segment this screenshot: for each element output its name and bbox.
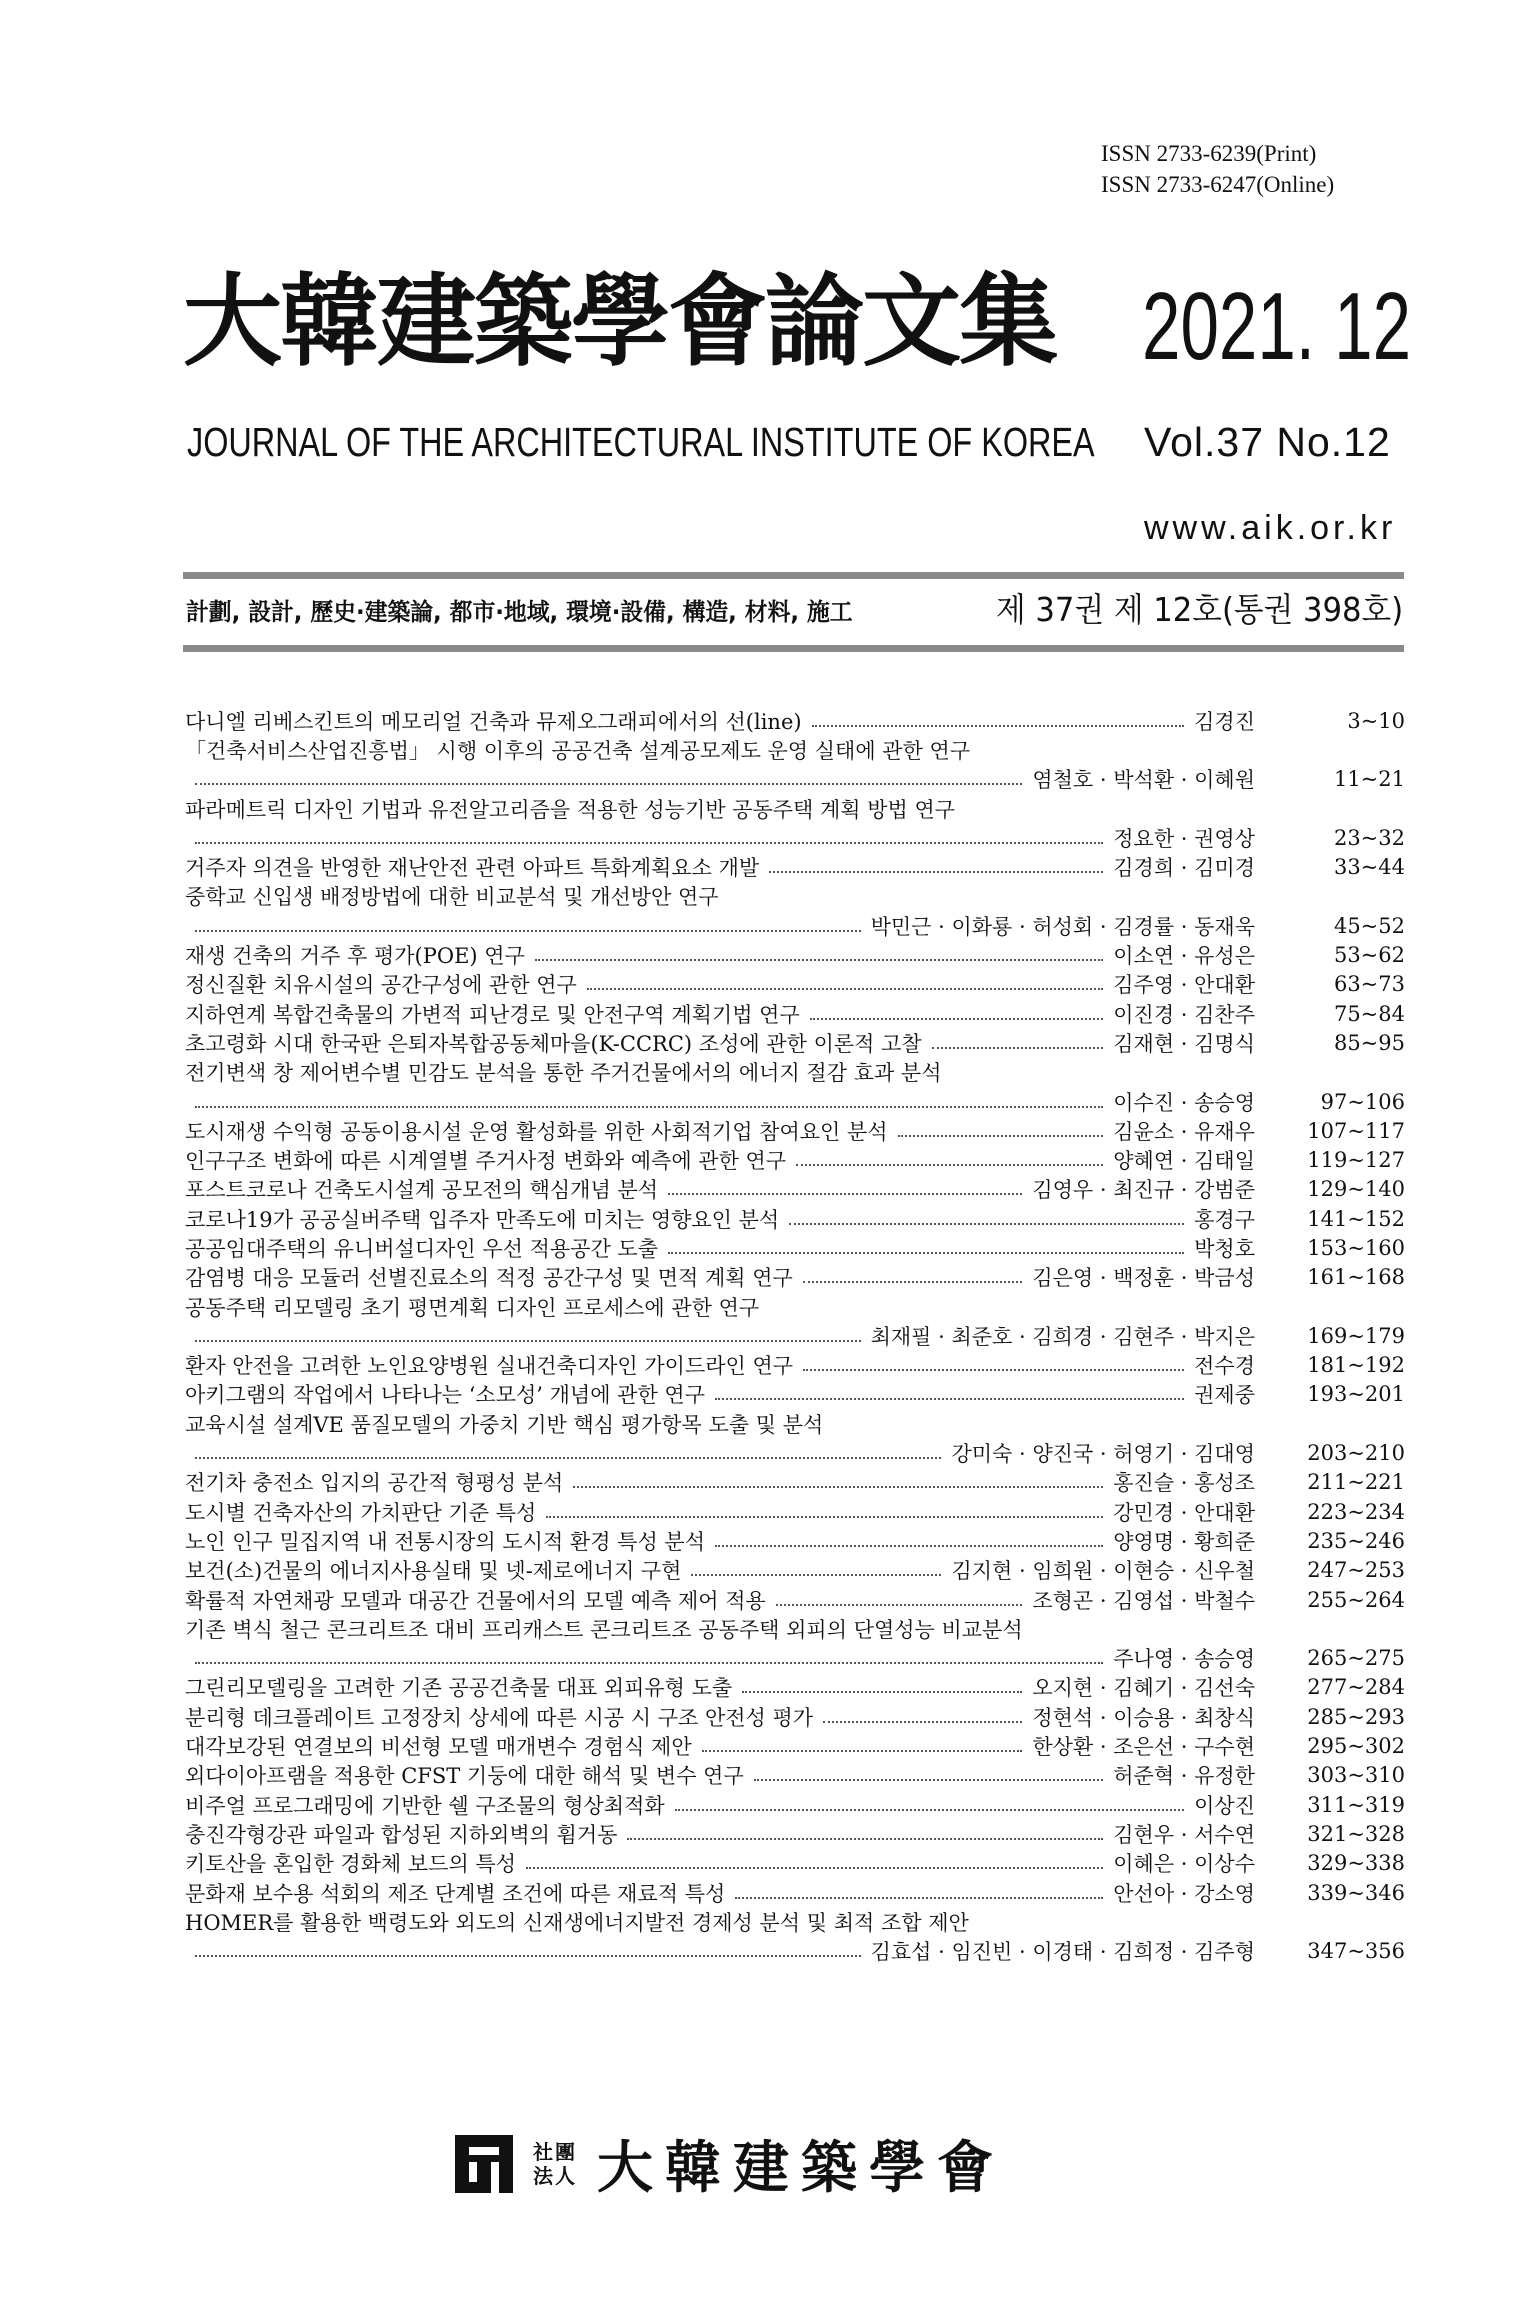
toc-pages: 169~179 <box>1307 1323 1405 1348</box>
issn-print: ISSN 2733-6239(Print) <box>1101 141 1317 166</box>
toc-authors: 홍경구 <box>1194 1207 1255 1232</box>
subject-fields: 計劃, 設計, 歷史·建築論, 都市·地域, 環境·設備, 構造, 材料, 施工 <box>186 598 853 626</box>
toc-authors: 이소연 · 유성은 <box>1113 944 1255 969</box>
toc-authors: 양혜연 · 김태일 <box>1113 1149 1255 1174</box>
toc-title: 외다이아프램을 적용한 CFST 기둥에 대한 해석 및 변수 연구 <box>185 1764 744 1789</box>
toc-line <box>185 1614 1405 1643</box>
toc-title: 도시별 건축자산의 가치판단 기준 특성 <box>185 1500 537 1525</box>
toc-pages: 3~10 <box>1347 708 1405 733</box>
toc-entry[interactable] <box>185 1204 1405 1233</box>
toc-title: HOMER를 활용한 백령도와 외도의 신재생에너지발전 경제성 분석 및 최적 조합 제안 <box>185 1910 969 1935</box>
toc-entry[interactable] <box>185 940 1405 969</box>
dot-leader <box>702 1750 1023 1752</box>
toc-authors: 강민경 · 안대환 <box>1113 1500 1255 1525</box>
publisher-logo <box>455 2124 1005 2204</box>
dot-leader <box>691 1574 941 1576</box>
toc-authors: 김효섭 · 임진빈 · 이경태 · 김희정 · 김주형 <box>870 1940 1255 1965</box>
toc-line <box>185 1585 1405 1614</box>
toc-authors: 이상진 <box>1194 1793 1255 1818</box>
toc-entry[interactable] <box>185 1116 1405 1145</box>
toc-title: 다니엘 리베스킨트의 메모리얼 건축과 뮤제오그래피에서의 선(line) <box>185 709 802 734</box>
toc-title: 인구구조 변화에 따른 시계열별 주거사정 변화와 예측에 관한 연구 <box>185 1149 787 1174</box>
toc-authors: 한상환 · 조은선 · 구수현 <box>1032 1735 1255 1760</box>
toc-entry[interactable] <box>185 1233 1405 1262</box>
toc-authors: 주나영 · 송승영 <box>1113 1647 1255 1672</box>
toc-title: 환자 안전을 고려한 노인요양병원 실내건축디자인 가이드라인 연구 <box>185 1354 794 1379</box>
toc-line <box>185 1702 1405 1731</box>
toc-title: 도시재생 수익형 공동이용시설 운영 활성화를 위한 사회적기업 참여요인 분석 <box>185 1119 888 1144</box>
dot-leader <box>195 1662 1103 1664</box>
toc-line <box>185 1673 1405 1702</box>
divider-top <box>183 572 1404 579</box>
toc-pages: 23~32 <box>1333 825 1405 850</box>
toc-authors: 정현석 · 이승용 · 최창식 <box>1032 1705 1255 1730</box>
toc-title: 확률적 자연채광 모델과 대공간 건물에서의 모델 예측 제어 적용 <box>185 1588 766 1613</box>
dot-leader <box>195 1457 941 1459</box>
toc-pages: 211~221 <box>1307 1470 1405 1495</box>
toc-entry[interactable] <box>185 706 1405 735</box>
toc-line <box>185 1351 1405 1380</box>
issue-date: 2021. 12 <box>1142 273 1412 380</box>
toc-entry[interactable] <box>185 1145 1405 1174</box>
toc-line <box>185 1263 1405 1292</box>
toc-entry[interactable] <box>185 1351 1405 1380</box>
toc-pages: 153~160 <box>1307 1235 1405 1260</box>
dot-leader <box>735 1897 1103 1899</box>
toc-title: 대각보강된 연결보의 비선형 모델 매개변수 경험식 제안 <box>185 1735 692 1760</box>
dot-leader <box>587 988 1103 990</box>
toc-pages: 181~192 <box>1307 1353 1405 1378</box>
table-of-contents <box>185 706 1405 1966</box>
toc-entry[interactable] <box>185 1614 1405 1673</box>
toc-line <box>185 1878 1405 1907</box>
toc-line <box>185 1233 1405 1262</box>
toc-authors: 강미숙 · 양진국 · 허영기 · 김대영 <box>951 1442 1255 1467</box>
toc-line <box>185 1731 1405 1760</box>
dot-leader <box>823 1721 1022 1723</box>
toc-pages: 255~264 <box>1307 1587 1405 1612</box>
toc-title: 문화재 보수용 석회의 제조 단계별 조건에 따른 재료적 특성 <box>185 1881 726 1906</box>
toc-line <box>185 1058 1405 1087</box>
toc-line <box>185 1790 1405 1819</box>
issn-online: ISSN 2733-6247(Online) <box>1101 172 1335 197</box>
toc-line <box>185 1409 1405 1438</box>
toc-title: 키토산을 혼입한 경화체 보드의 특성 <box>185 1852 516 1877</box>
toc-line <box>185 823 1405 852</box>
toc-pages: 45~52 <box>1333 913 1405 938</box>
toc-authors: 김경진 <box>1194 709 1255 734</box>
toc-authors: 안선아 · 강소영 <box>1113 1881 1255 1906</box>
toc-title: 공동주택 리모델링 초기 평면계획 디자인 프로세스에 관한 연구 <box>185 1295 760 1320</box>
toc-line <box>185 1087 1405 1116</box>
dot-leader <box>812 725 1185 727</box>
toc-pages: 161~168 <box>1307 1265 1405 1290</box>
toc-line <box>185 911 1405 940</box>
dot-leader <box>668 1193 1022 1195</box>
toc-line <box>185 940 1405 969</box>
toc-title: 중학교 신입생 배정방법에 대한 비교분석 및 개선방안 연구 <box>185 885 719 910</box>
toc-line <box>185 1526 1405 1555</box>
dot-leader <box>754 1779 1104 1781</box>
dot-leader <box>715 1545 1103 1547</box>
toc-line <box>185 1849 1405 1878</box>
toc-authors: 김영우 · 최진규 · 강범준 <box>1032 1178 1255 1203</box>
toc-pages: 193~201 <box>1307 1382 1405 1407</box>
toc-entry[interactable] <box>185 1409 1405 1468</box>
dot-leader <box>526 1867 1103 1869</box>
toc-entry[interactable] <box>185 1673 1405 1702</box>
website-link[interactable]: www.aik.or.kr <box>1144 509 1397 547</box>
toc-title: 분리형 데크플레이트 고정장치 상세에 따른 시공 시 구조 안전성 평가 <box>185 1705 814 1730</box>
toc-line <box>185 1145 1405 1174</box>
toc-pages: 347~356 <box>1307 1939 1405 1964</box>
toc-line <box>185 1116 1405 1145</box>
toc-entry[interactable] <box>185 999 1405 1028</box>
toc-title: 지하연계 복합건축물의 가변적 피난경로 및 안전구역 계획기법 연구 <box>185 1002 800 1027</box>
toc-authors: 권제중 <box>1194 1383 1255 1408</box>
dot-leader <box>195 1955 861 1957</box>
toc-title: 거주자 의견을 반영한 재난안전 관련 아파트 특화계획요소 개발 <box>185 856 760 881</box>
toc-authors: 이혜은 · 이상수 <box>1113 1852 1255 1877</box>
toc-entry[interactable] <box>185 1526 1405 1555</box>
toc-authors: 최재필 · 최준호 · 김희경 · 김현주 · 박지은 <box>870 1324 1255 1349</box>
issn-block <box>1101 138 1334 200</box>
dot-leader <box>546 1516 1103 1518</box>
toc-pages: 277~284 <box>1307 1675 1405 1700</box>
toc-authors: 김윤소 · 유재우 <box>1113 1119 1255 1144</box>
toc-title: 보건(소)건물의 에너지사용실태 및 넷-제로에너지 구현 <box>185 1559 682 1584</box>
dot-leader <box>573 1486 1103 1488</box>
toc-line <box>185 1761 1405 1790</box>
dot-leader <box>803 1281 1023 1283</box>
toc-entry[interactable] <box>185 1175 1405 1204</box>
toc-line <box>185 1644 1405 1673</box>
toc-line <box>185 1936 1405 1965</box>
dot-leader <box>627 1838 1103 1840</box>
toc-line <box>185 1438 1405 1467</box>
toc-authors: 전수경 <box>1194 1354 1255 1379</box>
toc-title: 포스트코로나 건축도시설계 공모전의 핵심개념 분석 <box>185 1178 658 1203</box>
toc-pages: 285~293 <box>1307 1704 1405 1729</box>
toc-line <box>185 1468 1405 1497</box>
toc-authors: 이수진 · 송승영 <box>1113 1090 1255 1115</box>
journal-title-en: JOURNAL OF THE ARCHITECTURAL INSTITUTE OF KOREA <box>187 419 1095 465</box>
toc-authors: 김주영 · 안대환 <box>1113 973 1255 998</box>
toc-pages: 295~302 <box>1307 1734 1405 1759</box>
toc-entry[interactable] <box>185 1907 1405 1966</box>
toc-line <box>185 1028 1405 1057</box>
toc-authors: 김은영 · 백정훈 · 박금성 <box>1032 1266 1255 1291</box>
toc-authors: 정요한 · 권영상 <box>1113 826 1255 851</box>
toc-entry[interactable] <box>185 1849 1405 1878</box>
toc-entry[interactable] <box>185 1790 1405 1819</box>
toc-pages: 85~95 <box>1333 1030 1405 1055</box>
toc-line <box>185 735 1405 764</box>
toc-title: 충진각형강관 파일과 합성된 지하외벽의 휨거동 <box>185 1822 618 1847</box>
toc-pages: 311~319 <box>1307 1792 1405 1817</box>
toc-authors: 홍진슬 · 홍성조 <box>1113 1471 1255 1496</box>
dot-leader <box>776 1604 1023 1606</box>
toc-entry[interactable] <box>185 1292 1405 1351</box>
toc-authors: 김재현 · 김명식 <box>1113 1031 1255 1056</box>
toc-pages: 203~210 <box>1307 1441 1405 1466</box>
toc-entry[interactable] <box>185 1497 1405 1526</box>
toc-line <box>185 1907 1405 1936</box>
toc-title: 초고령화 시대 한국판 은퇴자복합공동체마을(K-CCRC) 조성에 관한 이론적 고찰 <box>185 1031 922 1056</box>
toc-entry[interactable] <box>185 1878 1405 1907</box>
toc-pages: 321~328 <box>1307 1821 1405 1846</box>
toc-pages: 129~140 <box>1307 1177 1405 1202</box>
toc-entry[interactable] <box>185 794 1405 853</box>
volume-number-kr: 제 37권 제 12호(통권 398호) <box>996 590 1404 629</box>
toc-pages: 53~62 <box>1333 943 1405 968</box>
toc-authors: 김현우 · 서수연 <box>1113 1822 1255 1847</box>
toc-entry[interactable] <box>185 1819 1405 1848</box>
toc-entry[interactable] <box>185 1556 1405 1585</box>
toc-line <box>185 999 1405 1028</box>
dot-leader <box>796 1164 1103 1166</box>
toc-title: 교육시설 설계VE 품질모델의 가중치 기반 핵심 평가항목 도출 및 분석 <box>185 1412 824 1437</box>
toc-authors: 염철호 · 박석환 · 이혜원 <box>1032 768 1255 793</box>
toc-authors: 박민근 · 이화룡 · 허성회 · 김경률 · 동재욱 <box>870 914 1255 939</box>
toc-authors: 김경희 · 김미경 <box>1113 856 1255 881</box>
toc-title: 비주얼 프로그래밍에 기반한 쉘 구조물의 형상최적화 <box>185 1793 665 1818</box>
toc-entry[interactable] <box>185 970 1405 999</box>
dot-leader <box>668 1252 1184 1254</box>
dot-leader <box>195 1106 1103 1108</box>
toc-authors: 양영명 · 황희준 <box>1113 1529 1255 1554</box>
toc-line <box>185 852 1405 881</box>
toc-pages: 119~127 <box>1307 1148 1405 1173</box>
toc-pages: 223~234 <box>1307 1499 1405 1524</box>
toc-line <box>185 1819 1405 1848</box>
toc-pages: 235~246 <box>1307 1528 1405 1553</box>
toc-pages: 33~44 <box>1333 855 1405 880</box>
toc-line <box>185 970 1405 999</box>
dot-leader <box>195 842 1103 844</box>
toc-line <box>185 1380 1405 1409</box>
toc-title: 정신질환 치유시설의 공간구성에 관한 연구 <box>185 973 577 998</box>
toc-entry[interactable] <box>185 1731 1405 1760</box>
toc-title: 재생 건축의 거주 후 평가(POE) 연구 <box>185 944 525 969</box>
toc-entry[interactable] <box>185 1585 1405 1614</box>
toc-line <box>185 706 1405 735</box>
toc-pages: 97~106 <box>1320 1089 1405 1114</box>
dot-leader <box>675 1809 1184 1811</box>
journal-title-cjk: 大韓建築學會論文集 <box>183 263 1057 380</box>
toc-title: 코로나19가 공공실버주택 입주자 만족도에 미치는 영향요인 분석 <box>185 1207 780 1232</box>
toc-pages: 303~310 <box>1307 1763 1405 1788</box>
dot-leader <box>742 1691 1022 1693</box>
toc-entry[interactable] <box>185 1263 1405 1292</box>
toc-line <box>185 1175 1405 1204</box>
toc-pages: 63~73 <box>1333 972 1405 997</box>
toc-line <box>185 882 1405 911</box>
dot-leader <box>769 871 1103 873</box>
toc-pages: 107~117 <box>1307 1118 1405 1143</box>
dot-leader <box>535 959 1103 961</box>
toc-entry[interactable] <box>185 735 1405 794</box>
toc-entry[interactable] <box>185 1028 1405 1057</box>
volume-number-en: Vol.37 No.12 <box>1144 419 1391 465</box>
toc-line <box>185 1292 1405 1321</box>
toc-entry[interactable] <box>185 1468 1405 1497</box>
toc-authors: 오지현 · 김혜기 · 김선숙 <box>1032 1676 1255 1701</box>
dot-leader <box>789 1223 1184 1225</box>
toc-line <box>185 1321 1405 1350</box>
logo-publisher-name: 大韓建築學會 <box>597 2136 1005 2201</box>
toc-line <box>185 1497 1405 1526</box>
toc-title: 아키그램의 작업에서 나타나는 ‘소모성’ 개념에 관한 연구 <box>185 1383 705 1408</box>
toc-title: 공공임대주택의 유니버설디자인 우선 적용공간 도출 <box>185 1237 658 1261</box>
dot-leader <box>932 1047 1104 1049</box>
toc-authors: 이진경 · 김찬주 <box>1113 1002 1255 1027</box>
toc-entry[interactable] <box>185 852 1405 881</box>
logo-corporation-label: 社團 法人 <box>533 2140 577 2188</box>
toc-line <box>185 1556 1405 1585</box>
toc-entry[interactable] <box>185 882 1405 941</box>
toc-pages: 247~253 <box>1307 1558 1405 1583</box>
divider-bottom <box>183 645 1404 652</box>
toc-line <box>185 794 1405 823</box>
aik-logo-icon <box>455 2135 513 2193</box>
toc-title: 감염병 대응 모듈러 선별진료소의 적정 공간구성 및 면적 계획 연구 <box>185 1266 793 1291</box>
dot-leader <box>898 1135 1104 1137</box>
toc-pages: 141~152 <box>1307 1206 1405 1231</box>
toc-entry[interactable] <box>185 1058 1405 1117</box>
dot-leader <box>195 930 861 932</box>
toc-authors: 조형곤 · 김영섭 · 박철수 <box>1032 1588 1255 1613</box>
toc-title: 전기변색 창 제어변수별 민감도 분석을 통한 주거건물에서의 에너지 절감 효과 분석 <box>185 1061 942 1086</box>
toc-authors: 김지현 · 임희원 · 이현승 · 신우철 <box>951 1559 1255 1584</box>
toc-pages: 265~275 <box>1307 1646 1405 1671</box>
toc-entry[interactable] <box>185 1761 1405 1790</box>
toc-title: 그린리모델링을 고려한 기존 공공건축물 대표 외피유형 도출 <box>185 1676 733 1701</box>
dot-leader <box>810 1018 1104 1020</box>
toc-pages: 339~346 <box>1307 1880 1405 1905</box>
dot-leader <box>715 1398 1184 1400</box>
toc-title: 기존 벽식 철근 콘크리트조 대비 프리캐스트 콘크리트조 공동주택 외피의 단열성능 비교분석 <box>185 1617 1023 1642</box>
toc-entry[interactable] <box>185 1702 1405 1731</box>
toc-pages: 11~21 <box>1333 767 1405 792</box>
toc-title: 노인 인구 밀집지역 내 전통시장의 도시적 환경 특성 분석 <box>185 1529 705 1554</box>
toc-authors: 허준혁 · 유정한 <box>1113 1764 1255 1789</box>
dot-leader <box>195 1340 861 1342</box>
toc-entry[interactable] <box>185 1380 1405 1409</box>
toc-authors: 박청호 <box>1194 1237 1255 1261</box>
toc-title: 파라메트릭 디자인 기법과 유전알고리즘을 적용한 성능기반 공동주택 계획 방법 연구 <box>185 797 956 822</box>
toc-pages: 75~84 <box>1333 1001 1405 1026</box>
dot-leader <box>195 783 1022 785</box>
dot-leader <box>803 1369 1184 1371</box>
toc-line <box>185 1204 1405 1233</box>
toc-pages: 329~338 <box>1307 1851 1405 1876</box>
toc-line <box>185 765 1405 794</box>
toc-title: 「건축서비스산업진흥법」 시행 이후의 공공건축 설계공모제도 운영 실태에 관한 연구 <box>185 738 971 763</box>
toc-title: 전기차 충전소 입지의 공간적 형평성 분석 <box>185 1471 564 1496</box>
